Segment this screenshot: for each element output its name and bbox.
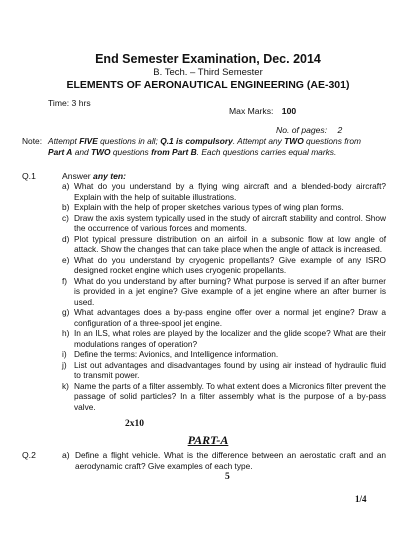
question-1-marks: 2x10 [125,419,144,429]
question-2-marks: 5 [225,472,230,482]
pages-value: 2 [337,125,343,135]
note-label: Note: [22,136,43,146]
question-2-text: Define a flight vehicle. What is the difference between an aerostatic craft and an aerodynamic craft? Give examples of each type. [75,450,386,471]
list-item: a) What do you understand by a flying wing aircraft and a blended-body aircraft? Explain with the help of suitable illustrations. [62,181,386,202]
question-2-label: a) [62,450,70,460]
subject-title: ELEMENTS OF AERONAUTICAL ENGINEERING (AE-301) [66,79,350,91]
question-2-number: Q.2 [22,450,36,460]
question-1-number: Q.1 [22,171,36,181]
list-item: c) Draw the axis system typically used in the study of aircraft stability and control. Show the occurrence of various forces and moments. [62,212,386,233]
page-number: 1/4 [355,494,367,504]
max-marks-value: 100 [281,106,297,116]
max-marks [229,106,296,116]
exam-title: End Semester Examination, Dec. 2014 [95,52,321,66]
pages-label: No. of pages: [276,125,328,135]
list-item: j) List out advantages and disadvantages found by using air instead of hydraulic fluid to transmit power. [62,359,386,380]
list-item: e) What do you understand by cryogenic propellants? Give example of any ISRO designed rocket engine which uses cryogenic propellants. [62,254,386,275]
question-1-subparts [62,181,386,412]
list-item: g) What advantages does a by-pass engine offer over a normal jet engine? Draw a configuration of a three-spool jet engine. [62,307,386,328]
list-item: f) What do you understand by after burning? What purpose is served if an after burner is provided in a jet engine? Give example of a jet engine where an after burner is used. [62,275,386,307]
program-line: B. Tech. – Third Semester [153,67,263,78]
part-a-heading: PART-A [187,433,229,447]
list-item: k) Name the parts of a filter assembly. To what extent does a Micronics filter prevent the passage of solid particles? In a filter assembly what is the purpose of a by-pass valve. [62,380,386,412]
pages-count [276,125,342,135]
instructions-note: Note: Attempt FIVE questions in all; Q.1 is compulsory. Attempt any TWO questions from Part A and TWO questions from Part B. Each questions carries equal marks. [22,136,361,157]
question-1-instruction: Answer any ten: [62,171,126,181]
max-marks-label: Max Marks: [229,106,274,116]
list-item: d) Plot typical pressure distribution on an airfoil in a subsonic flow at low angle of attack. Show the changes that can take place when the angle of attack is increased. [62,233,386,254]
list-item: i) Define the terms: Avionics, and Intelligence information. [62,349,279,359]
list-item: h) In an ILS, what roles are played by the localizer and the glide scope? What are their modulations ranges of operation? [62,328,386,349]
time-line: Time: 3 hrs [48,98,91,108]
list-item: b) Explain with the help of proper sketches various types of wing plan forms. [62,202,344,212]
